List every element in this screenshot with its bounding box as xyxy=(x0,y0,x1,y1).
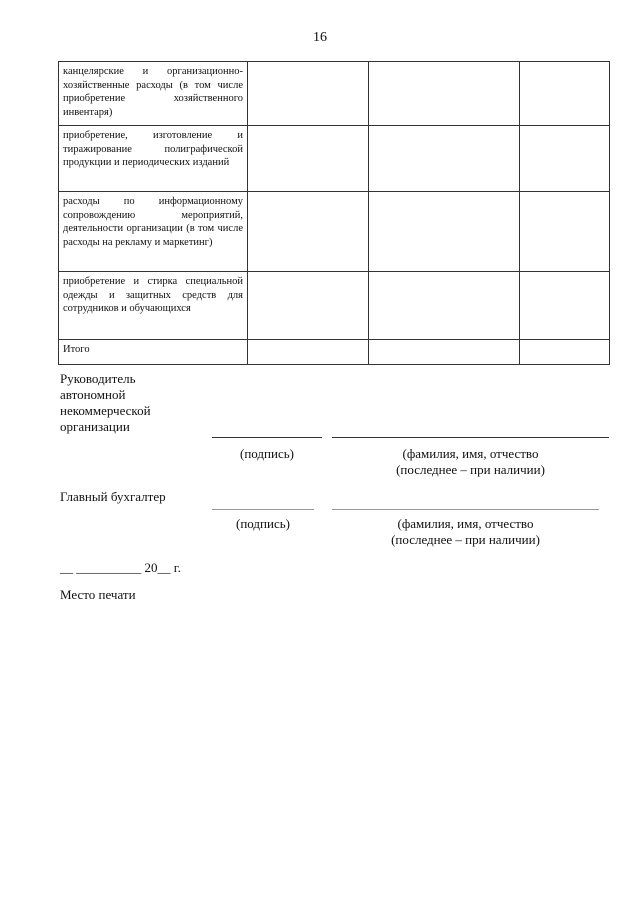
table-cell[interactable] xyxy=(520,62,610,126)
head-name-caption-line2: (последнее – при наличии) xyxy=(396,462,545,477)
table-cell[interactable] xyxy=(369,340,520,365)
table-row xyxy=(59,272,610,340)
head-signature-line[interactable] xyxy=(212,437,322,438)
accountant-name-line[interactable] xyxy=(332,509,599,510)
table-cell[interactable] xyxy=(520,192,610,272)
table-row xyxy=(59,192,610,272)
table-cell[interactable] xyxy=(369,272,520,340)
row-label: канцелярские и организационно-хозяйственные расходы (в том числе приобретение хозяйственного инвентаря) xyxy=(59,62,248,126)
row-label: Итого xyxy=(59,340,248,365)
accountant-signature-line[interactable] xyxy=(212,509,314,510)
accountant-name-caption-line2: (последнее – при наличии) xyxy=(391,532,540,547)
table-cell[interactable] xyxy=(520,126,610,192)
stamp-place: Место печати xyxy=(60,587,136,602)
head-signature-caption: (подпись) xyxy=(240,446,294,461)
table-row xyxy=(59,62,610,126)
table-cell[interactable] xyxy=(248,340,369,365)
row-label: расходы по информационному сопровождению мероприятий, деятельности организации (в том числе расходы на рекламу и маркетинг) xyxy=(59,192,248,272)
head-name-caption-line1: (фамилия, имя, отчество xyxy=(402,446,539,461)
head-title: Руководитель автономной некоммерческой организации xyxy=(60,371,151,434)
table-cell[interactable] xyxy=(369,192,520,272)
date-line: __ __________ 20__ г. xyxy=(60,560,181,575)
accountant-signature-caption: (подпись) xyxy=(236,516,290,531)
table-cell[interactable] xyxy=(248,62,369,126)
table-cell[interactable] xyxy=(248,192,369,272)
row-label: приобретение и стирка специальной одежды и защитных средств для сотрудников и обучающихся xyxy=(59,272,248,340)
table-cell[interactable] xyxy=(520,272,610,340)
head-name-line[interactable] xyxy=(332,437,609,438)
table-cell[interactable] xyxy=(520,340,610,365)
table-cell[interactable] xyxy=(369,62,520,126)
table-row xyxy=(59,126,610,192)
table-cell[interactable] xyxy=(248,126,369,192)
chief-accountant-title: Главный бухгалтер xyxy=(60,489,166,504)
table-cell[interactable] xyxy=(248,272,369,340)
accountant-name-caption-line1: (фамилия, имя, отчество xyxy=(397,516,534,531)
page-number: 16 xyxy=(313,30,327,45)
row-label: приобретение, изготовление и тиражирование полиграфической продукции и периодических изданий xyxy=(59,126,248,192)
table-row xyxy=(59,340,610,365)
table-cell[interactable] xyxy=(369,126,520,192)
expense-table xyxy=(58,61,610,365)
